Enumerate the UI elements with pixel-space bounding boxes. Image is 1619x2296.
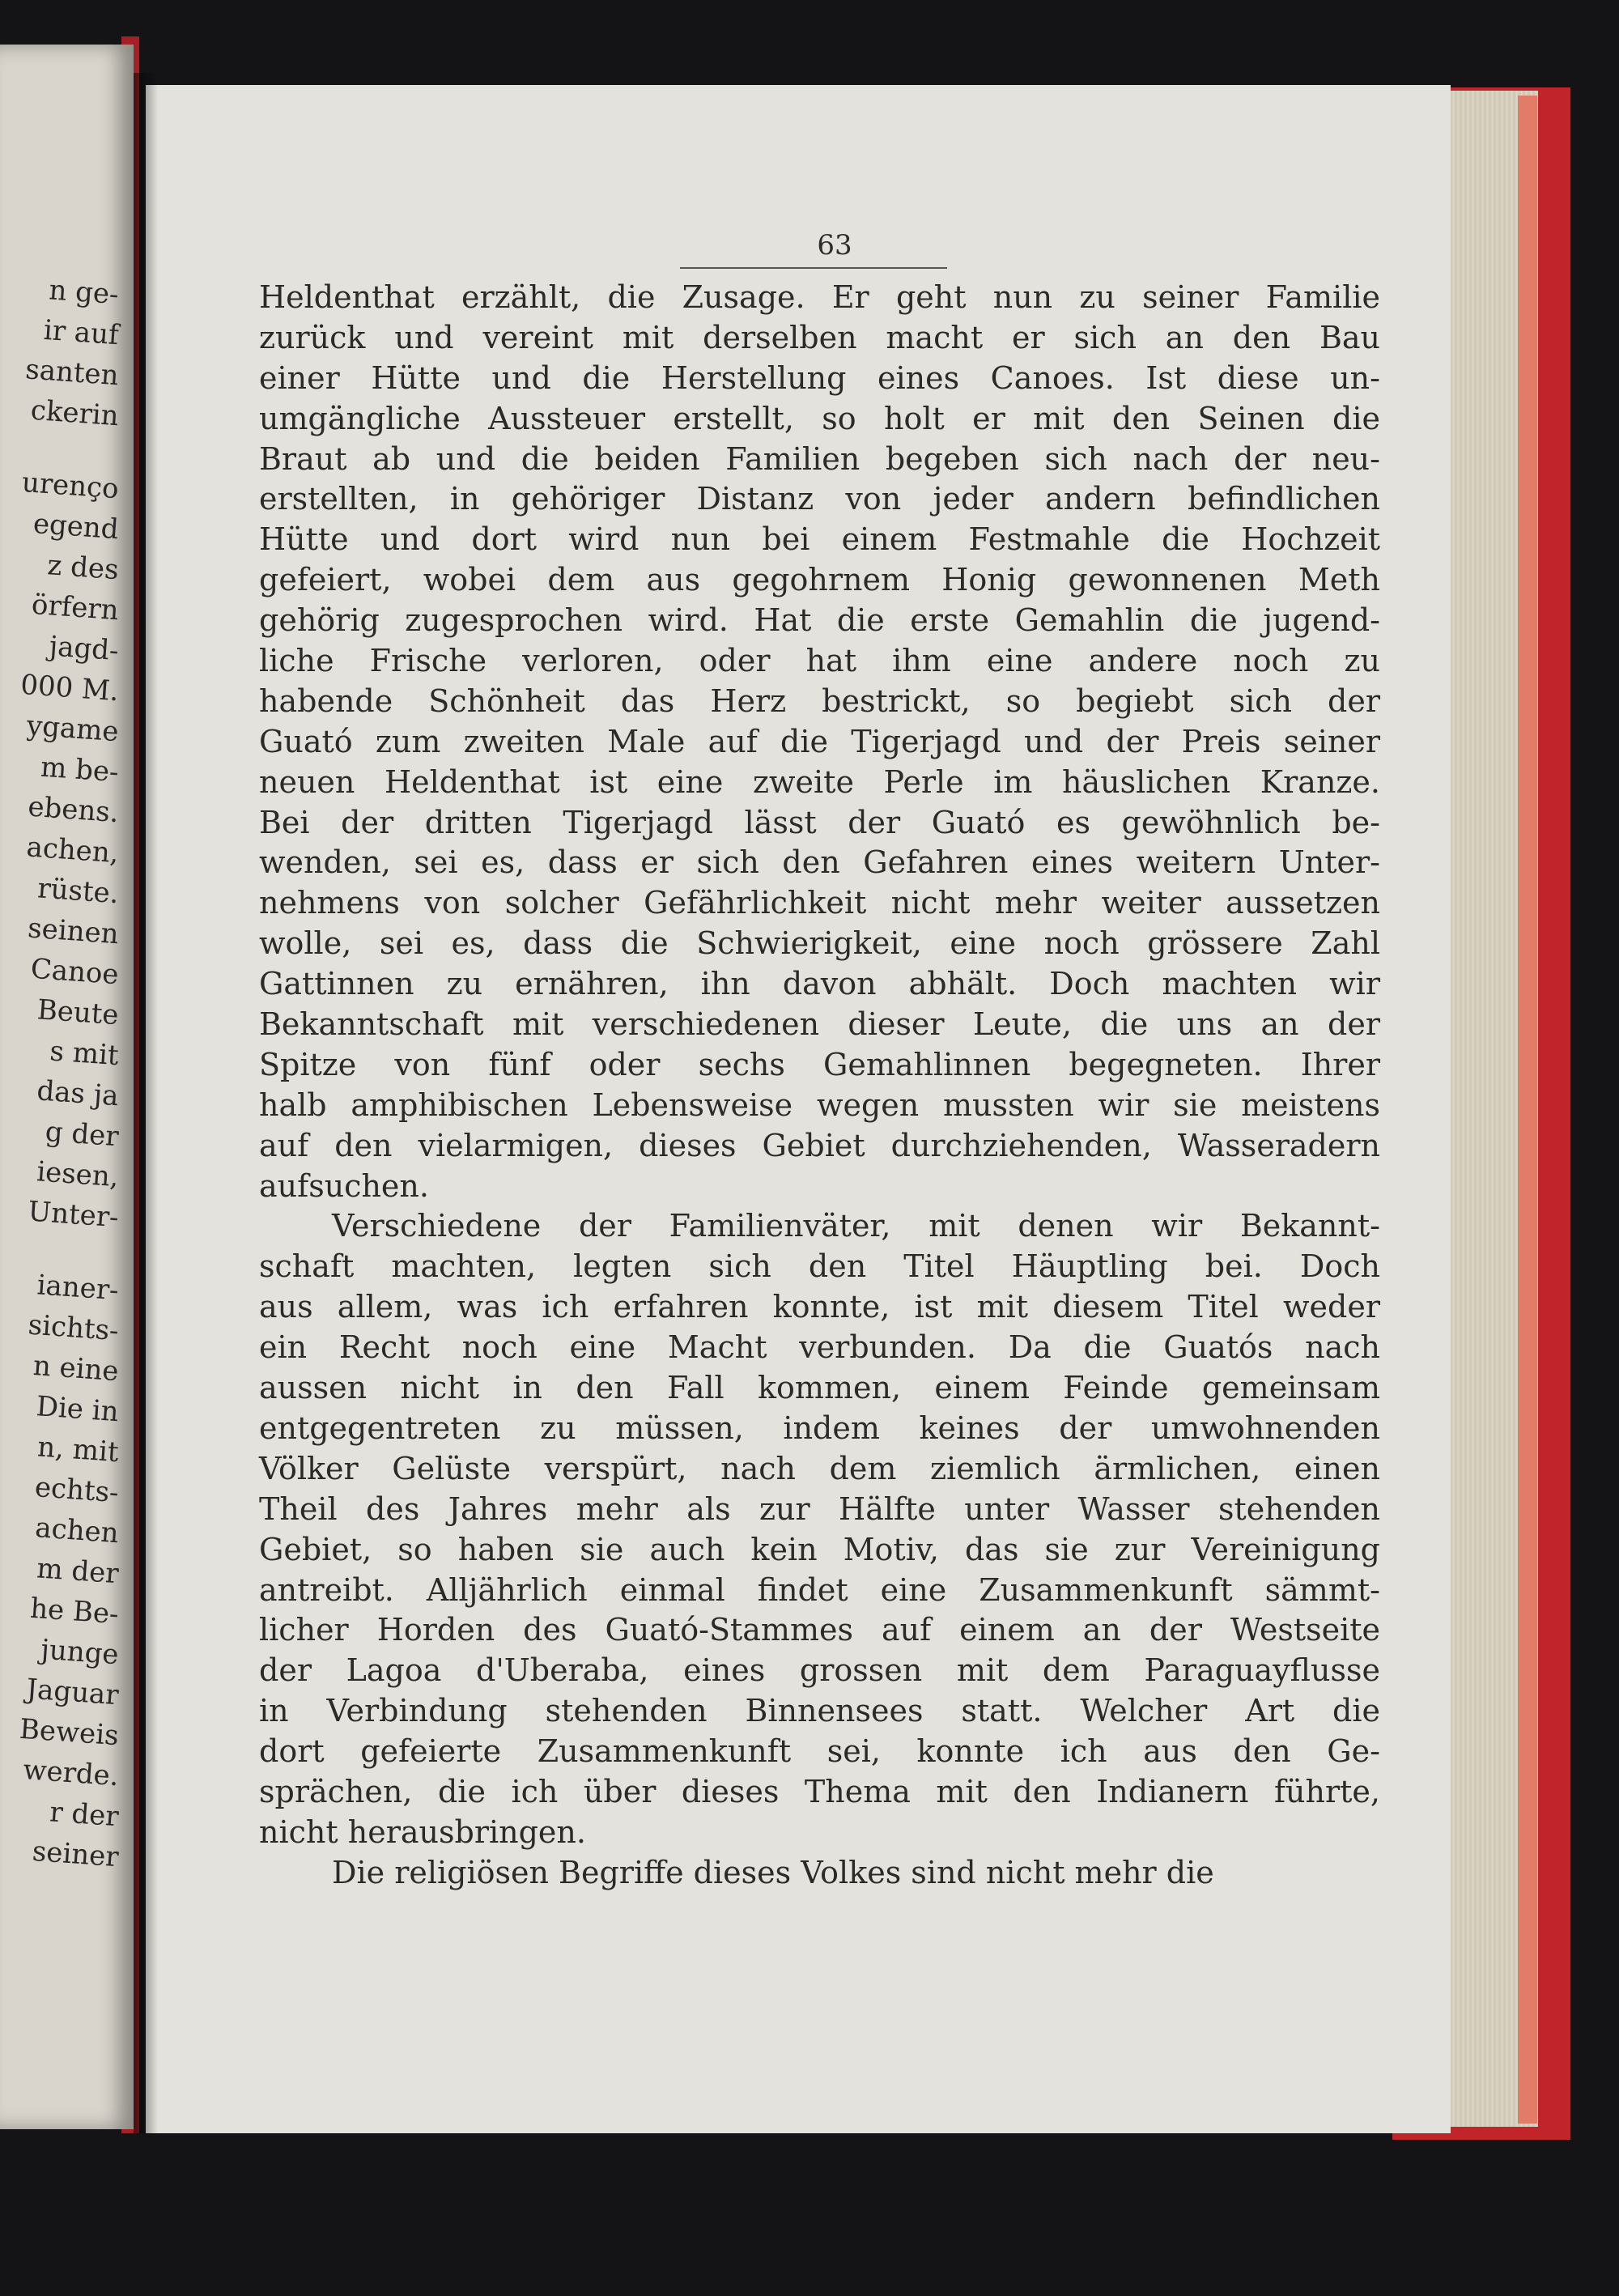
main-page <box>146 85 1451 2133</box>
text-line: Die religiösen Begriffe dieses Volkes sind nicht mehr die <box>332 1854 1214 1890</box>
left-page <box>0 45 134 2129</box>
body-text <box>259 278 1380 1894</box>
text-line: liche Frische verloren, oder hat ihm eine andere noch zu <box>259 643 1380 679</box>
page-edge-red-stain <box>1518 96 1537 2124</box>
left-page-fragment: iesen, <box>36 1155 121 1194</box>
left-page-fragment: Unter- <box>27 1195 121 1235</box>
left-page-fragment: m be- <box>40 750 121 789</box>
left-page-fragment: achen, <box>25 831 121 870</box>
text-line: Verschiedene der Familienväter, mit denen wir Bekannt- <box>332 1208 1380 1244</box>
left-page-fragment: z des <box>46 549 121 587</box>
left-page-fragment: sichts- <box>27 1308 121 1348</box>
left-page-fragment: rüste. <box>36 872 121 911</box>
text-line: in Verbindung stehenden Binnensees statt. Welcher Art die <box>259 1693 1380 1729</box>
text-line: Hütte und dort wird nun bei einem Festmahle die Hochzeit <box>259 521 1380 558</box>
text-line: licher Horden des Guató-Stammes auf einem an der Westseite <box>259 1612 1380 1648</box>
left-page-fragment: n eine <box>32 1349 121 1388</box>
left-page-text-fragments <box>19 271 119 1874</box>
text-line: Guató zum zweiten Male auf die Tigerjagd und der Preis seiner <box>259 723 1380 759</box>
text-line: gehörig zugesprochen wird. Hat die erste Gemahlin die jugend- <box>259 602 1380 639</box>
text-line: gefeiert, wobei dem aus gegohrnem Honig gewonnenen Meth <box>259 562 1380 598</box>
text-line: zurück und vereint mit derselben macht er sich an den Bau <box>259 319 1380 355</box>
text-line: aus allem, was ich erfahren konnte, ist mit diesem Titel weder <box>259 1289 1380 1325</box>
text-line: Spitze von fünf oder sechs Gemahlinnen begegneten. Ihrer <box>259 1046 1380 1082</box>
text-line: Bei der dritten Tigerjagd lässt der Guató es gewöhnlich be- <box>259 804 1380 840</box>
left-page-fragment: das ja <box>36 1074 121 1113</box>
text-line: halb amphibischen Lebensweise wegen mussten wir sie meistens <box>259 1086 1380 1123</box>
text-line: nicht herausbringen. <box>259 1813 586 1850</box>
left-page-fragment: n ge- <box>48 274 121 312</box>
text-line: Gattinnen zu ernähren, ihn davon abhält. Doch machten wir <box>259 966 1380 1002</box>
left-page-fragment: echts- <box>34 1471 121 1510</box>
left-page-fragment: werde. <box>22 1754 121 1793</box>
left-page-fragment: Canoe <box>29 952 121 992</box>
text-line: der Lagoa d'Uberaba, eines grossen mit dem Paraguayflusse <box>259 1652 1380 1689</box>
text-line: auf den vielarmigen, dieses Gebiet durchziehenden, Wasseradern <box>259 1127 1380 1163</box>
left-page-fragment: g der <box>44 1115 121 1154</box>
text-line: nehmens von solcher Gefährlichkeit nicht mehr weiter aussetzen <box>259 885 1380 921</box>
left-page-fragment: ygame <box>26 709 121 749</box>
page-number: 63 <box>817 229 852 261</box>
left-page-fragment: santen <box>24 353 121 393</box>
left-page-fragment: urenço <box>21 466 121 506</box>
left-page-fragment: seiner <box>31 1835 121 1874</box>
text-line: umgängliche Aussteuer erstellt, so holt er mit den Seinen die <box>259 400 1380 436</box>
left-page-fragment: jagd- <box>48 630 121 668</box>
text-line: neuen Heldenthat ist eine zweite Perle im häuslichen Kranze. <box>259 763 1380 800</box>
left-page-fragment: s mit <box>49 1035 121 1073</box>
text-line: Völker Gelüste verspürt, nach dem ziemlich ärmlichen, einen <box>259 1450 1380 1486</box>
left-page-fragment: örfern <box>31 588 121 627</box>
text-line: schaft machten, legten sich den Titel Häuptling bei. Doch <box>259 1248 1380 1285</box>
left-page-fragment: r der <box>49 1796 121 1834</box>
text-line: Gebiet, so haben sie auch kein Motiv, das sie zur Vereinigung <box>259 1531 1380 1567</box>
text-line: ein Recht noch eine Macht verbunden. Da die Guatós nach <box>259 1329 1380 1366</box>
left-page-fragment: he Be- <box>29 1592 121 1631</box>
left-page-fragment: Beweis <box>19 1712 121 1753</box>
text-line: antreibt. Alljährlich einmal findet eine Zusammenkunft sämmt- <box>259 1571 1380 1608</box>
left-page-fragment: 000 M. <box>19 668 121 708</box>
text-line: erstellten, in gehöriger Distanz von jeder andern befindlichen <box>259 481 1380 517</box>
text-line: Heldenthat erzählt, die Zusage. Er geht nun zu seiner Familie <box>259 279 1380 315</box>
left-page-fragment: achen <box>34 1512 121 1550</box>
left-page-fragment: junge <box>40 1633 121 1672</box>
left-page-fragment: seinen <box>27 912 121 951</box>
text-line: dort gefeierte Zusammenkunft sei, konnte ich aus den Ge- <box>259 1733 1380 1770</box>
text-line: einer Hütte und die Herstellung eines Canoes. Ist diese un- <box>259 359 1380 396</box>
left-page-fragment: Jaguar <box>25 1673 121 1712</box>
text-line: habende Schönheit das Herz bestrickt, so begiebt sich der <box>259 682 1380 719</box>
text-line: entgegentreten zu müssen, indem keines der umwohnenden <box>259 1409 1380 1446</box>
left-page-fragment: ir auf <box>42 313 121 352</box>
left-page-fragment: Die in <box>35 1390 121 1429</box>
page-number-rule <box>680 267 947 269</box>
left-page-fragment: ianer- <box>36 1269 121 1307</box>
text-line: wenden, sei es, dass er sich den Gefahren eines weitern Unter- <box>259 844 1380 881</box>
left-page-fragment: n, mit <box>36 1431 121 1469</box>
text-line: Bekanntschaft mit verschiedenen dieser Leute, die uns an der <box>259 1006 1380 1043</box>
text-line: sprächen, die ich über dieses Thema mit den Indianern führte, <box>259 1773 1380 1809</box>
text-line: aufsuchen. <box>259 1167 429 1204</box>
text-line: wolle, sei es, dass die Schwierigkeit, eine noch grössere Zahl <box>259 925 1380 962</box>
left-page-fragment: egend <box>32 507 121 546</box>
left-page-fragment: m der <box>36 1552 121 1591</box>
left-page-fragment: Beute <box>36 993 121 1032</box>
text-line: Braut ab und die beiden Familien begeben sich nach der neu- <box>259 440 1380 477</box>
text-line: Theil des Jahres mehr als zur Hälfte unter Wasser stehenden <box>259 1490 1380 1527</box>
text-line: aussen nicht in den Fall kommen, einem Feinde gemeinsam <box>259 1370 1380 1406</box>
gutter-shadow <box>134 73 158 2133</box>
left-page-fragment: ckerin <box>29 393 121 433</box>
left-page-fragment: ebens. <box>27 790 121 830</box>
